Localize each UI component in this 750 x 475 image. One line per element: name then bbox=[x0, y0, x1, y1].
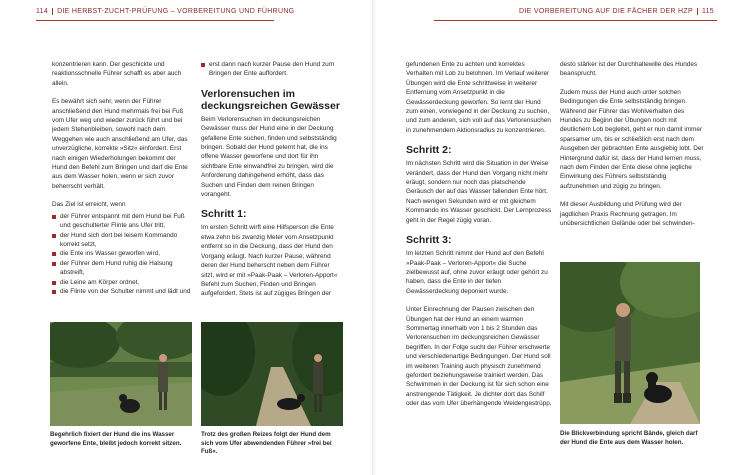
left-running-head bbox=[36, 8, 294, 15]
paragraph: Im letzten Schritt nimmt der Hund auf den Befehl »Paak-Paak – Verloren-Apport« die Suche zielbewusst auf, ohne zuvor eräugt oder gehört zu haben, dass die Ente in der tiefen Gewässerdeckung deponiert wurde. bbox=[406, 250, 548, 295]
list-item: der Führer entspannt mit dem Hund bei Fuß und geschulterter Flinte ans Ufer tritt, bbox=[52, 212, 192, 231]
list-item: der Führer dem Hund ruhig die Halsung abstreift, bbox=[52, 259, 192, 278]
caption-photo-1: Begehrlich fixiert der Hund die ins Wasser geworfene Ente, bleibt jedoch korrekt sitzen. bbox=[50, 431, 182, 447]
caption-photo-3: Die Blickverbindung spricht Bände, gleich darf der Hund die Ente aus dem Wasser holen. bbox=[560, 430, 698, 446]
left-column-1 bbox=[52, 60, 192, 305]
right-page bbox=[376, 0, 750, 475]
paragraph: Es bewährt sich sehr, wenn der Führer anschließend den Hund mehrmals frei bei Fuß vom Ufer weg und wieder zurück führt und bei jedem Stehenbleiben, sowohl nach dem Weggehen wie auch anschließend am Ufer, das unverzügliche, korrekte »Sitz« einfordert. Erst nach einigen Wiederholungen bekommt der Hund den Befehl zum Bringen und darf die Ente aus dem Wasser holen, wenn er sich zuvor beherrscht verhält. bbox=[52, 98, 188, 190]
photo-dog-sitting-at-water-image bbox=[50, 322, 192, 426]
paragraph: konzentrieren kann. Der geschickte und reaktionsschnelle Führer schafft es aber auch allein. bbox=[52, 61, 182, 87]
left-column-2 bbox=[201, 60, 343, 308]
photo-dog-heeling-on-path-image bbox=[201, 322, 343, 426]
left-header-rule bbox=[36, 20, 274, 21]
paragraph: Mit dieser Ausbildung und Prüfung wird der jagdlichen Praxis Rechnung getragen. Im unübersichtlichen Gelände oder bei schwinden- bbox=[560, 201, 695, 228]
photo-dog-heeling-on-path bbox=[201, 322, 343, 426]
photo-dog-sitting-at-water bbox=[50, 322, 192, 426]
step-heading: Schritt 2: bbox=[406, 144, 452, 157]
right-page-number: 115 bbox=[697, 8, 714, 15]
left-page bbox=[0, 0, 374, 475]
paragraph: Das Ziel ist erreicht, wenn bbox=[52, 201, 126, 209]
bullet-list bbox=[52, 212, 192, 297]
paragraph: Beim Verlorensuchen im deckungsreichen Gewässer muss der Hund eine in der Deckung gefallene Ente suchen, finden und selbstständig bringen. Sobald der Hund gelernt hat, die ins offene Wasser geworfene und dort für ihn sichtbare Ente einwandfrei zu bringen, wird die Anforderung dahingehend erhöht, dass das Suchen und Finden dem reinen Bringen vorangeht. bbox=[201, 115, 337, 199]
list-item: erst dann nach kurzer Pause den Hund zum Bringen der Ente auffordert. bbox=[201, 60, 343, 79]
step-heading: Schritt 1: bbox=[201, 208, 247, 221]
photo-handler-and-dog bbox=[560, 262, 700, 424]
right-column-1 bbox=[406, 60, 552, 418]
right-column-2 bbox=[560, 60, 706, 238]
paragraph: desto stärker ist der Durchhaltewille des Hundes beansprucht. bbox=[560, 61, 698, 78]
caption-photo-2: Trotz des großen Reizes folgt der Hund dem sich vom Ufer abwendenden Führer »frei bei Fuß«. bbox=[201, 431, 332, 456]
left-page-number: 114 bbox=[36, 8, 53, 15]
section-heading: Verlorensuchen im deckungsreichen Gewässer bbox=[201, 87, 340, 112]
bullet-list bbox=[201, 60, 343, 79]
list-item: die Flinte von der Schulter nimmt und lädt und bbox=[52, 287, 192, 296]
step-heading: Schritt 3: bbox=[406, 234, 452, 247]
list-item: der Hund sich dort bei leisem Kommando korrekt setzt, bbox=[52, 231, 192, 250]
paragraph: gefundenen Ente zu achten und korrektes Verhalten mit Lob zu belohnen. Im Verlauf weiterer Übungen wird die Ente schrittweise in weiterer Entfernung vom Ansetzpunkt in die Gewässerdeckung geworfen. So lernt der Hund zum einen, vorwiegend in der Deckung zu suchen, und zum anderen, sich voll auf das Verlorensuchen in zunehmendem Aktionsradius zu konzentrieren. bbox=[406, 61, 551, 134]
paragraph: Unter Einrechnung der Pausen zwischen den Übungen hat der Hund an einem warmen Sommertag innerhalb von 1 bis 2 Stunden das Verlorensuchen im deckungsreichen Gewässer begriffen. In der Folge sucht der Führer erschwerte und verschiedenartige Bedingungen. Der Hund soll im weiteren Training auch physisch zunehmend gefordert beziehungsweise trainiert werden. Das Schwimmen in der Deckung ist für sich schon eine anstrengende Tätigkeit. Je dichter dort das Schilf oder das vom Ufer überhängende Weidengestrüpp, bbox=[406, 306, 552, 408]
list-item: die Leine am Körper ordnet, bbox=[52, 278, 192, 287]
photo-handler-and-dog-image bbox=[560, 262, 700, 424]
right-running-head-text: DIE VORBEREITUNG AUF DIE FÄCHER DER HZP bbox=[519, 8, 693, 15]
right-header-rule bbox=[434, 20, 717, 21]
paragraph: Im nächsten Schritt wird die Situation in der Weise verändert, dass der Hund den Vorgang nicht mehr eräugt, sondern nur noch das platschende Geräusch der auf das Wasser fallenden Ente hört. Nach wenigen Sekunden wird er mit gleichem Kommando ins Wasser geschickt. Der Lernprozess geht in der Regel zügig voran. bbox=[406, 160, 552, 224]
left-running-head-text: DIE HERBST-ZUCHT-PRÜFUNG – VORBEREITUNG UND FÜHRUNG bbox=[57, 8, 295, 15]
paragraph: Zudem muss der Hund auch unter solchen Bedingungen die Ente selbstständig bringen. Während der Führer das Wohlverhalten des Hundes zu Beginn der Übungen noch mit deutlichem Lob begleitet, geht er nun damit immer sparsamer um, bis er schließlich erst nach dem Ausgeben der gebrachten Ente ausgiebig lobt. Der Hintergrund dafür ist, dass der Hund lernen muss, nach dem Finden der Ente diese ohne jegliche Einwirkung des Führers selbstständig aufzunehmen und zügig zu bringen. bbox=[560, 88, 704, 190]
paragraph: Im ersten Schritt wirft eine Hilfsperson die Ente etwa zehn bis zwanzig Meter vom Ansetzpunkt entfernt so in die Deckung, dass der Hund den Vorgang eräugt. Nach kurzer Pause, während deren der Hund beherscht neben dem Führer sitzt, wird er mit »Paak-Paak – Verloren-Apport« Befehl zum Suchen, Finden und Bringen aufgefordert. Stets ist auf zügiges Bringen der bbox=[201, 224, 338, 298]
right-running-head bbox=[519, 8, 714, 15]
list-item: die Ente ins Wasser geworfen wird, bbox=[52, 249, 192, 258]
